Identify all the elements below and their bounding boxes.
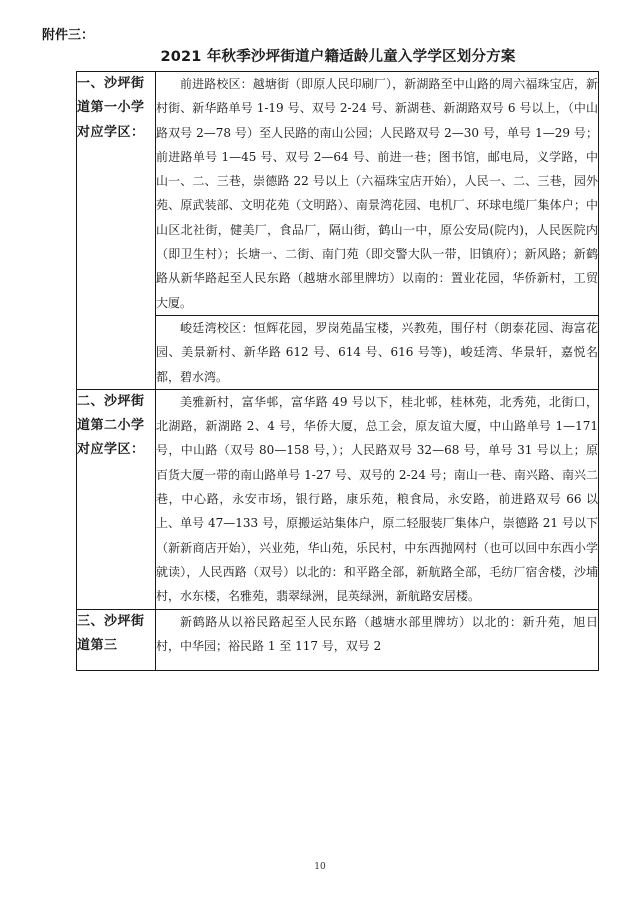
table-row bbox=[77, 389, 599, 609]
school-cell: 前进路校区：越塘街（即原人民印刷厂），新湖路至中山路的周六福珠宝店，新村街、新华路单号 1-19 号、双号 2-24 号、新湖巷、新湖路双号 6 号以上，（中山路双号 2—78 号）至人民路的南山公园；人民路双号 2—30 号，单号 1—29 号；前进路单号 1—45 号、双号 2—64 号、前进一巷；图书馆，邮电局，义学路，中山一、二、三巷，崇德路 22 号以上（六福珠宝店开始），人民一、二、三巷，园外苑、原武装部、文明花苑（文明路）、南景湾花园、电机厂、环球电缆厂集体户；中山区北社街，健美厂，食品厂，隔山街，鹤山一中，原公安局(院内)，人民医院内（即卫生村）；长塘一、二街、南门苑（即交警大队一带，旧镇府）；新风路；新鹤路从新华路起至人民东路（越塘水部里牌坊）以南的：置业花园，华侨新村，工贸大厦。 bbox=[156, 72, 599, 316]
table-row bbox=[77, 72, 599, 316]
school-cell: 峻廷湾校区：恒辉花园，罗岗苑晶宝楼，兴教苑，围仔村（朗泰花园、海富花园、美景新村、新华路 612 号、614 号、616 号等)，峻廷湾、华景轩，嘉悦名都，碧水湾。 bbox=[156, 315, 599, 389]
zone-label: 一、沙坪街道第一小学对应学区： bbox=[77, 72, 156, 390]
school-cell: 美雅新村，富华邨，富华路 49 号以下，桂北邨，桂林苑，北秀苑，北街口，北湖路，新湖路 2、4 号，华侨大厦，总工会，原友谊大厦，中山路单号 1—171 号，中山路（双号 80—158 号，）；人民路双号 32—68 号，单号 31 号以上；原百货大厦一带的南山路单号 1-27 号、双号的 2-24 号；南山一巷、南兴路、南兴二巷，中心路，永安市场，银行路，康乐苑，粮食局，永安路，前进路双号 66 以上、单号 47—133 号，原搬运站集体户，原二轻服装厂集体户，崇德路 21 号以下（新新商店开始），兴业苑，华山苑，乐民村，中东西抛网村（也可以回中东西小学就读），人民西路（双号）以北的：和平路全部，新航路全部，毛纺厂宿舍楼，沙埔村，水东楼，名雅苑，翡翠绿洲，昆英绿洲，新航路安居楼。 bbox=[156, 389, 599, 609]
school-zone-table bbox=[76, 71, 599, 671]
school-cell: 新鹤路从以裕民路起至人民东路（越塘水部里牌坊）以北的：新升苑，旭日村，中华园；裕民路 1 至 117 号，双号 2 bbox=[156, 609, 599, 670]
page-number: 10 bbox=[314, 862, 326, 872]
document-title: 2021 年秋季沙坪街道户籍适龄儿童入学学区划分方案 bbox=[160, 49, 516, 65]
zone-label: 二、沙坪街道第二小学对应学区： bbox=[77, 389, 156, 609]
attachment-label: 附件三： bbox=[42, 28, 95, 43]
table-row bbox=[77, 609, 599, 670]
zone-label: 三、沙坪街道第三 bbox=[77, 609, 156, 670]
table-row bbox=[77, 315, 599, 389]
